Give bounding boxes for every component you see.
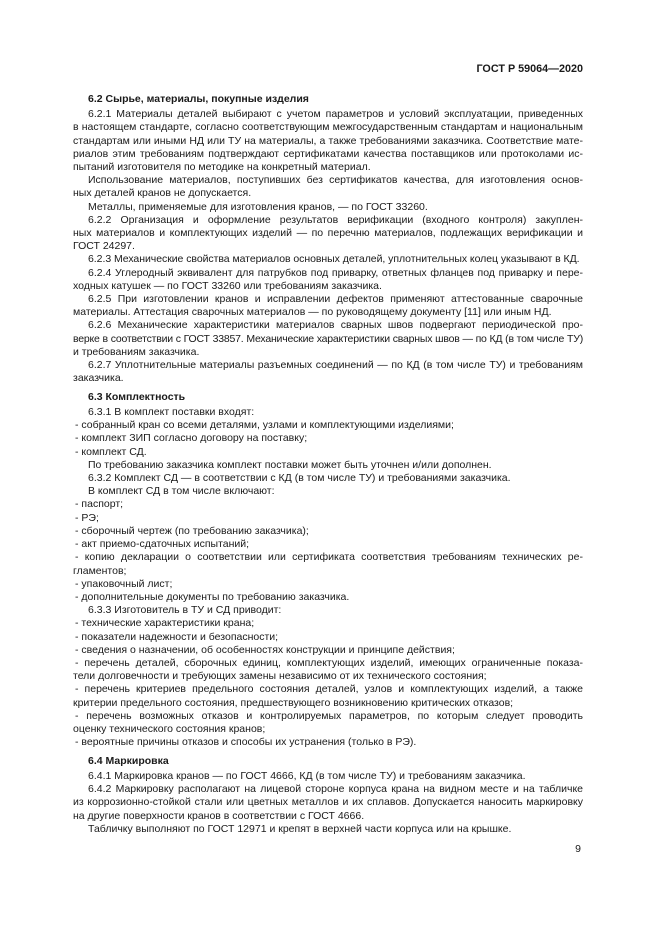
- text-line: - упаковочный лист;: [75, 577, 173, 590]
- text-line: 6.4.1 Маркировка кранов — по ГОСТ 4666, КД (в том числе ТУ) и требованиям заказчика.: [88, 770, 526, 783]
- text-line: - перечень деталей, сборочных единиц, комплектующих изделий, имеющих ограниченные показа-: [75, 656, 583, 669]
- text-line: - собранный кран со всеми деталями, узлами и комплектующими изделиями;: [75, 419, 454, 432]
- list-item: [73, 446, 583, 459]
- text-line: ГОСТ 24297.: [73, 240, 135, 253]
- list-item: [73, 538, 583, 551]
- list-item: [73, 617, 583, 630]
- paragraph: [73, 459, 583, 472]
- text-line: в настоящем стандарте, согласно соответствующим межгосударственным стандартам и национальным: [73, 121, 583, 134]
- page-body: [73, 93, 583, 836]
- paragraph: [73, 201, 583, 214]
- text-line: 6.3.3 Изготовитель в ТУ и СД приводит:: [88, 604, 282, 617]
- text-line: 6.2.4 Углеродный эквивалент для патрубков под приварку, ответных фланцев под приварку и пере-: [88, 266, 583, 279]
- text-line: из коррозионно-стойкой стали или цветных металлов и их сплавов. Допускается наносить маркировку: [73, 796, 583, 809]
- text-line: 6.3.2 Комплект СД — в соответствии с КД (в том числе ТУ) и требованиями заказчика.: [88, 472, 511, 485]
- text-line: гламентов;: [73, 564, 127, 577]
- text-line: 6.2.7 Уплотнительные материалы разъемных соединений — по КД (в том числе ТУ) и требованиям: [88, 358, 583, 371]
- text-line: Использование материалов, поступивших без сертификатов качества, для изготовления основ-: [88, 174, 583, 187]
- clause-6-2-3: [73, 253, 583, 266]
- paragraph: [73, 823, 583, 836]
- section-6-4: [73, 755, 583, 836]
- text-line: 6.2.2 Организация и оформление результатов верификации (входного контроля) закуплен-: [88, 213, 583, 226]
- text-line: 6.4.2 Маркировку располагают на лицевой стороне корпуса крана на видном месте и на табличке: [88, 783, 583, 796]
- paragraph: [73, 174, 583, 200]
- text-line: - паспорт;: [75, 498, 124, 511]
- text-line: - комплект ЗИП согласно договору на поставку;: [75, 432, 308, 445]
- list-item: [73, 432, 583, 445]
- text-line: 6.2.6 Механические характеристики материалов сварных швов подвергают периодической про-: [88, 319, 583, 332]
- text-line: - вероятные причины отказов и способы их устранения (только в РЭ).: [75, 736, 417, 749]
- list-item: [73, 683, 583, 709]
- text-line: тели долговечности и требующих замены независимо от их технического состояния;: [73, 670, 487, 683]
- clause-6-4-1: [73, 770, 583, 783]
- text-line: ходных катушек — по ГОСТ 33260 или требованиям заказчика.: [73, 279, 382, 292]
- list-item: [73, 419, 583, 432]
- clause-6-2-6: [73, 319, 583, 359]
- clause-6-2-4: [73, 267, 583, 293]
- list-item: [73, 657, 583, 683]
- section-6-2: [73, 93, 583, 385]
- list-item: [73, 551, 583, 577]
- text-line: 6.2.1 Материалы деталей выбирают с учетом параметров и условий эксплуатации, приведенных: [88, 108, 583, 121]
- clause-6-2-5: [73, 293, 583, 319]
- text-line: Металлы, применяемые для изготовления кранов, — по ГОСТ 33260.: [88, 200, 428, 213]
- text-line: риалов этим требованиям подтверждают сертификатами качества поставщиков или протоколами ис-: [73, 147, 583, 160]
- text-line: - сборочный чертеж (по требованию заказчика);: [75, 524, 309, 537]
- list-item: [73, 578, 583, 591]
- text-line: - РЭ;: [75, 511, 99, 524]
- text-line: верке в соответствии с ГОСТ 33857. Механические характеристики сварных швов — по КД (в том числе ТУ): [73, 332, 583, 345]
- text-line: критерии предельного состояния, предшествующего возникновению критических отказов;: [73, 696, 514, 709]
- clause-6-2-2: [73, 214, 583, 254]
- list-item: [73, 710, 583, 736]
- text-line: - акт приемо-сдаточных испытаний;: [75, 538, 250, 551]
- clause-6-2-1: [73, 108, 583, 174]
- section-heading: 6.3 Комплектность: [88, 391, 186, 404]
- text-line: ных деталей кранов не допускается.: [73, 187, 252, 200]
- text-line: оценку технического состояния кранов;: [73, 722, 266, 735]
- clause-6-3-1: [73, 406, 583, 419]
- text-line: пытаний изготовителя по методике на конкретный материал.: [73, 160, 371, 173]
- list-item: [73, 644, 583, 657]
- text-line: В комплект СД в том числе включают:: [88, 485, 275, 498]
- paragraph: [73, 485, 583, 498]
- text-line: ных материалов и комплектующих изделий — по перечню материалов, подлежащих верификации и: [73, 226, 583, 239]
- text-line: - копию декларации о соответствии или сертификата соответствия требованиям технических ре-: [75, 551, 583, 564]
- clause-6-3-2: [73, 472, 583, 485]
- text-line: 6.2.3 Механические свойства материалов основных деталей, уплотнительных колец указывают в КД.: [88, 253, 580, 266]
- clause-6-2-7: [73, 359, 583, 385]
- text-line: - перечень возможных отказов и контролируемых параметров, по которым следует проводить: [75, 709, 583, 722]
- text-line: - перечень критериев предельного состояния деталей, узлов и комплектующих изделий, а также: [75, 683, 583, 696]
- text-line: заказчика.: [73, 372, 124, 385]
- text-line: на другие поверхности кранов в соответствии с ГОСТ 4666.: [73, 809, 365, 822]
- text-line: - комплект СД.: [75, 445, 147, 458]
- list-item: [73, 498, 583, 511]
- list-item: [73, 631, 583, 644]
- text-line: - технические характеристики крана;: [75, 617, 255, 630]
- text-line: - показатели надежности и безопасности;: [75, 630, 279, 643]
- text-line: 6.3.1 В комплект поставки входят:: [88, 406, 255, 419]
- list-item: [73, 512, 583, 525]
- text-line: - дополнительные документы по требованию заказчика.: [75, 590, 350, 603]
- text-line: - сведения о назначении, об особенностях конструкции и принципе действия;: [75, 643, 455, 656]
- section-heading: 6.2 Сырье, материалы, покупные изделия: [88, 93, 309, 106]
- document-code: ГОСТ Р 59064—2020: [476, 63, 583, 75]
- clause-6-3-3: [73, 604, 583, 617]
- text-line: и требованиям заказчика.: [73, 345, 200, 358]
- clause-6-4-2: [73, 783, 583, 823]
- list-item: [73, 591, 583, 604]
- text-line: По требованию заказчика комплект поставки может быть уточнен и/или дополнен.: [88, 458, 492, 471]
- text-line: Табличку выполняют по ГОСТ 12971 и крепят в верхней части корпуса или на крышке.: [88, 822, 512, 835]
- list-item: [73, 736, 583, 749]
- list-item: [73, 525, 583, 538]
- section-heading: 6.4 Маркировка: [88, 755, 169, 768]
- text-line: 6.2.5 При изготовлении кранов и исправлении дефектов применяют аттестованные сварочные: [88, 292, 583, 305]
- text-line: материалы. Аттестация сварочных материалов — по руководящему документу [11] или иным НД.: [73, 306, 552, 319]
- text-line: стандартам или иными НД или ТУ на материалы, а также требованиями заказчика. Соответствие мате-: [73, 134, 583, 147]
- section-6-3: [73, 391, 583, 749]
- page-number: 9: [575, 843, 581, 855]
